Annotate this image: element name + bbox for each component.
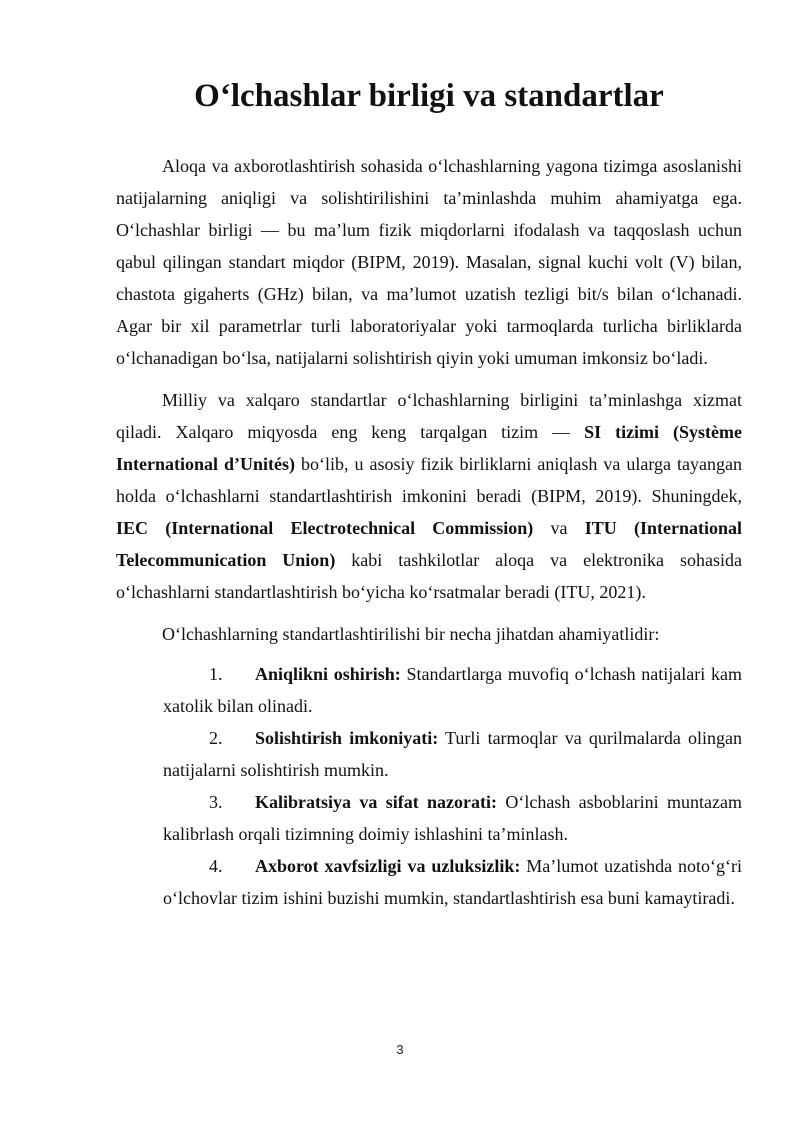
list-item bbox=[116, 722, 742, 786]
iec-term: IEC (International Electrotechnical Commission) bbox=[116, 518, 534, 538]
list-item bbox=[116, 786, 742, 850]
si-term: SI tizimi (Système International d’Unités) bbox=[116, 422, 742, 474]
item-number: 4. bbox=[209, 856, 223, 876]
item-number: 3. bbox=[209, 792, 223, 812]
page-number: 3 bbox=[396, 1042, 404, 1057]
item-heading: Axborot xavfsizligi va uzluksizlik: bbox=[255, 856, 521, 876]
text-segment: bo‘lib, u asosiy fizik birliklarni aniqlash va ularga tayangan holda o‘lchashlarni standartlashtirish imkonini beradi (BIPM, 2019). Shuningdek, bbox=[116, 454, 742, 506]
item-text: Standartlarga muvofiq o‘lchash natijalari kam xatolik bilan olinadi. bbox=[163, 664, 742, 716]
item-text: Turli tarmoqlar va qurilmalarda olingan natijalarni solishtirish mumkin. bbox=[163, 728, 742, 780]
item-heading: Aniqlikni oshirish: bbox=[255, 664, 401, 684]
list-item bbox=[116, 658, 742, 722]
page-title: O‘lchashlar birligi va standartlar bbox=[194, 78, 664, 114]
paragraph-units: Aloqa va axborotlashtirish sohasida o‘lchashlarning yagona tizimga asoslanishi natijalarning aniqligi va solishtirilishini ta’minlashda muhim ahamiyatga ega. O‘lchashlar birligi — bu ma’lum fizik miqdorlarni ifodalash va taqqoslash uchun qabul qilingan standart miqdor (BIPM, 2019). Masalan, signal kuchi volt (V) bilan, chastota gigaherts (GHz) bilan, va ma’lumot uzatish tezligi bit/s bilan o‘lchanadi. Agar bir xil parametrlar turli laboratoriyalar yoki tarmoqlarda turlicha birliklarda o‘lchanadigan bo‘lsa, natijalarni solishtirish qiyin yoki umuman imkonsiz bo‘ladi. bbox=[116, 156, 742, 368]
list-intro: O‘lchashlarning standartlashtirilishi bir necha jihatdan ahamiyatlidir: bbox=[162, 624, 660, 644]
item-text: O‘lchash asboblarini muntazam kalibrlash orqali tizimning doimiy ishlashini ta’minlash. bbox=[163, 792, 742, 844]
text-segment: Milliy va xalqaro standartlar o‘lchashlarning birligini ta’minlashga xizmat qiladi. Xalqaro miqyosda eng keng tarqalgan tizim — bbox=[116, 390, 742, 442]
importance-list bbox=[116, 658, 742, 914]
item-heading: Kalibratsiya va sifat nazorati: bbox=[255, 792, 498, 812]
list-item bbox=[116, 850, 742, 914]
itu-term: ITU (International Telecommunication Union) bbox=[116, 518, 742, 570]
item-text: Ma’lumot uzatishda noto‘g‘ri o‘lchovlar tizim ishini buzishi mumkin, standartlashtirish esa buni kamaytiradi. bbox=[163, 856, 743, 908]
item-number: 2. bbox=[209, 728, 223, 748]
item-number: 1. bbox=[209, 664, 223, 684]
text-segment: kabi tashkilotlar aloqa va elektronika sohasida o‘lchashlarni standartlashtirish bo‘yicha ko‘rsatmalar beradi (ITU, 2021). bbox=[116, 550, 742, 602]
item-heading: Solishtirish imkoniyati: bbox=[255, 728, 439, 748]
paragraph-standards bbox=[116, 384, 742, 608]
text-segment: va bbox=[533, 518, 585, 538]
